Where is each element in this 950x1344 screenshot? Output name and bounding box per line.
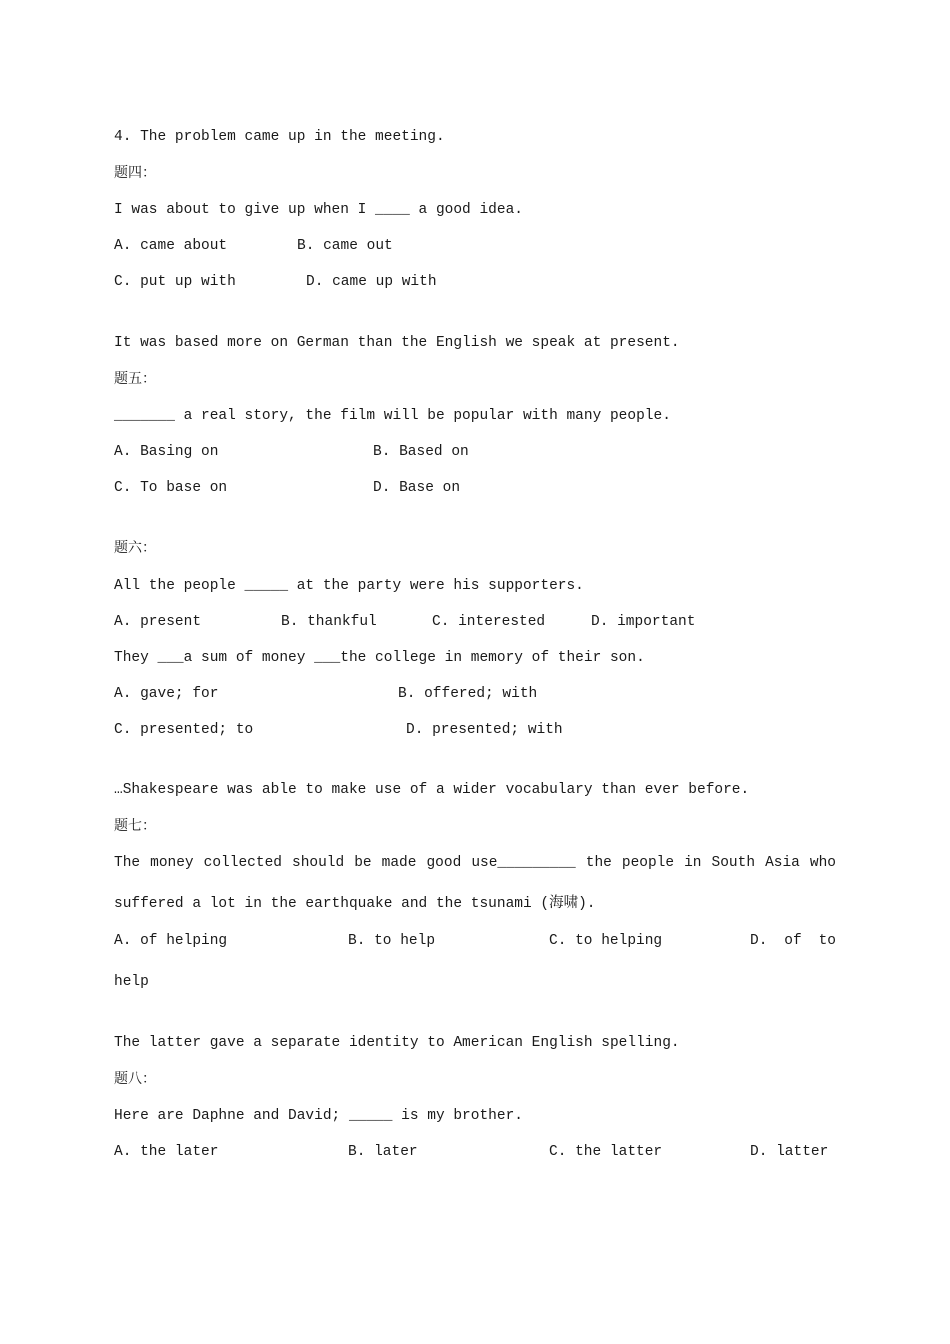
word: money: [150, 855, 194, 871]
word: who: [809, 855, 836, 871]
question-heading-8: 题八：: [114, 1071, 156, 1087]
option-d: D. presented; with: [406, 722, 563, 738]
question-heading-7: 题七：: [114, 818, 156, 834]
option-d: D. important: [591, 614, 696, 630]
question-heading-4: 题四：: [114, 165, 156, 181]
word: the: [585, 855, 612, 871]
option-d: [750, 931, 836, 951]
question-6b-stem: They ___a sum of money ___the college in memory of their son.: [114, 650, 645, 666]
option-a: A. the later: [114, 1144, 219, 1160]
question-heading-5: 题五：: [114, 371, 156, 387]
option-b: B. later: [348, 1144, 418, 1160]
word: Asia: [765, 855, 800, 871]
question-7-stem-line1: [114, 853, 836, 873]
option-c: C. to helping: [549, 933, 663, 949]
question-4-stem: I was about to give up when I ____ a good idea.: [114, 202, 523, 218]
word: to: [818, 933, 836, 949]
question-8-stem: Here are Daphne and David; _____ is my brother.: [114, 1108, 523, 1124]
word: in: [684, 855, 702, 871]
sentence-5: It was based more on German than the English we speak at present.: [114, 335, 680, 351]
option-a: A. Basing on: [114, 444, 219, 460]
word: of: [784, 933, 802, 949]
word: people: [621, 855, 675, 871]
option-c: C. presented; to: [114, 722, 254, 738]
word: The: [114, 855, 141, 871]
option-b: B. Based on: [373, 444, 469, 460]
question-heading-6: 题六：: [114, 540, 156, 556]
question-5-stem: _______ a real story, the film will be popular with many people.: [114, 408, 671, 424]
option-c: C. the latter: [549, 1144, 663, 1160]
option-d: D. came up with: [306, 274, 437, 290]
question-7-stem-line2: suffered a lot in the earthquake and the tsunami (海啸).: [114, 896, 596, 912]
option-d: D. latter: [750, 1144, 829, 1160]
word: D.: [750, 933, 768, 949]
word: use_________: [471, 855, 576, 871]
word: be: [354, 855, 372, 871]
word: should: [292, 855, 345, 871]
option-a: A. present: [114, 614, 202, 630]
option-c: C. put up with: [114, 274, 236, 290]
option-d: D. Base on: [373, 480, 461, 496]
option-c: C. To base on: [114, 480, 228, 496]
word: made: [381, 855, 417, 871]
sentence-4: 4. The problem came up in the meeting.: [114, 129, 445, 145]
option-a: A. gave; for: [114, 686, 219, 702]
word: good: [426, 855, 462, 871]
option-a: A. came about: [114, 238, 228, 254]
option-b: B. came out: [297, 238, 393, 254]
option-b: B. to help: [348, 933, 436, 949]
question-6-stem: All the people _____ at the party were his supporters.: [114, 578, 584, 594]
option-a: A. of helping: [114, 933, 228, 949]
option-b: B. offered; with: [398, 686, 538, 702]
option-c: C. interested: [432, 614, 546, 630]
word: collected: [203, 855, 282, 871]
option-d-continued: help: [114, 974, 149, 990]
word: South: [711, 855, 756, 871]
sentence-7: …Shakespeare was able to make use of a wider vocabulary than ever before.: [114, 782, 750, 798]
sentence-8: The latter gave a separate identity to American English spelling.: [114, 1035, 680, 1051]
option-b: B. thankful: [281, 614, 377, 630]
